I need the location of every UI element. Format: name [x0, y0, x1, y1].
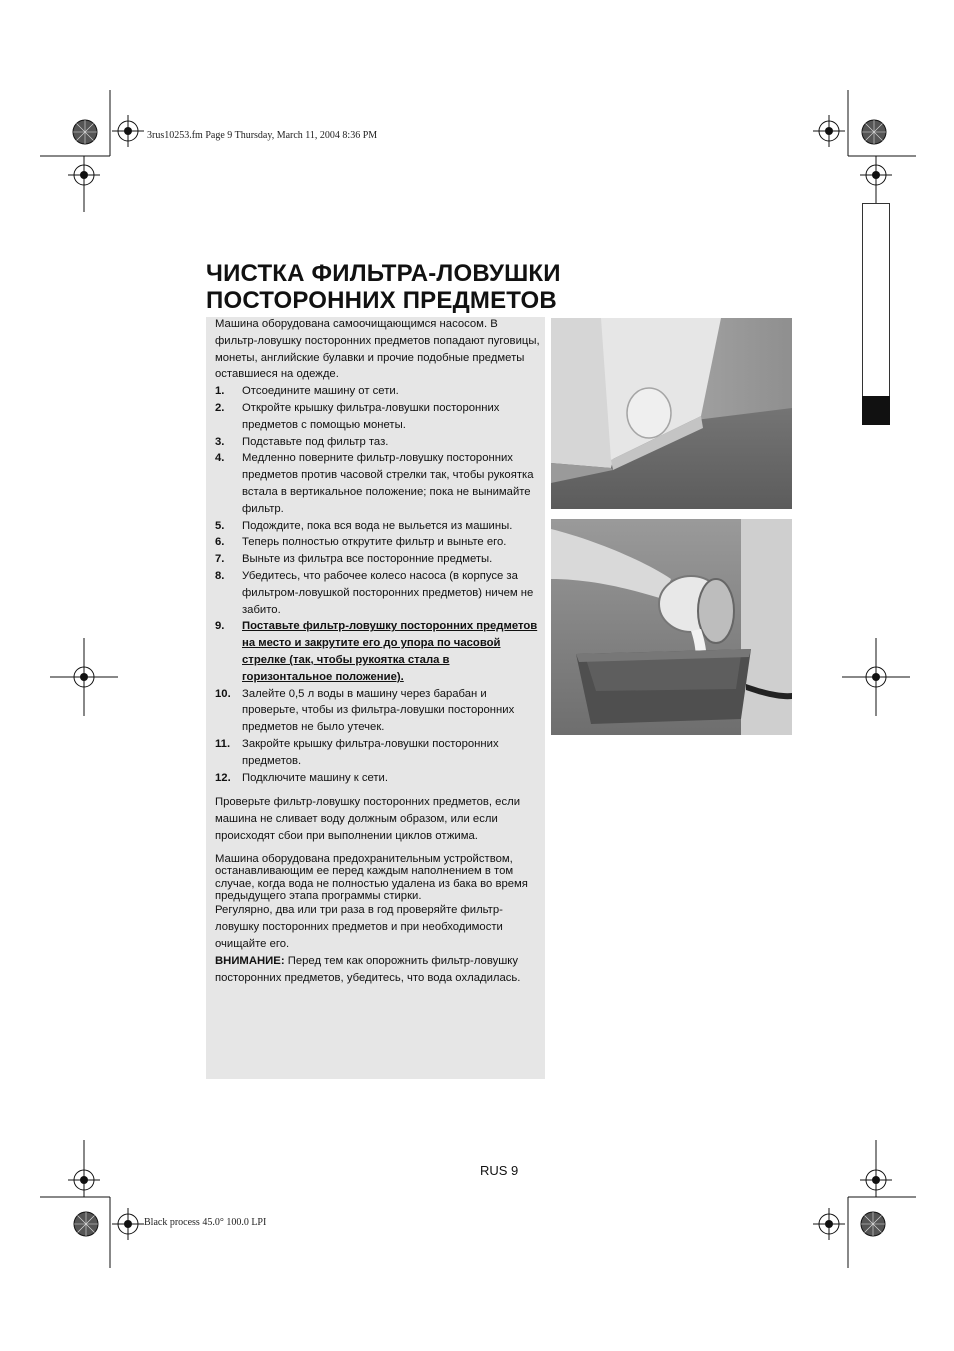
safety-paragraph: Машина оборудована предохранительным устройством, останавливающим ее перед каждым наполнением в том случае, когда вода не полностью удалена из бака во время предыдущего этапа программы стирки. — [215, 852, 528, 902]
step-number: 12. — [215, 771, 231, 784]
steps-list — [215, 383, 541, 786]
step-text: Подставьте под фильтр таз. — [242, 435, 389, 448]
step-item-emphasized — [215, 618, 541, 685]
step-item — [215, 568, 541, 618]
regular-paragraph: Регулярно, два или три раза в год проверяйте фильтр-ловушку посторонних предметов и при необходимости очищайте его. — [215, 904, 503, 950]
title-line-1: ЧИСТКА ФИЛЬТРА-ЛОВУШКИ — [206, 260, 561, 287]
step-number: 9. — [215, 620, 225, 633]
step-text: Медленно поверните фильтр-ловушку посторонних предметов против часовой стрелки так, чтобы рукоятка встала в вертикальное положение; пока не вынимайте фильтр. — [242, 452, 534, 515]
step-item — [215, 518, 541, 535]
title-line-2: ПОСТОРОННИХ ПРЕДМЕТОВ — [206, 287, 557, 314]
step-item — [215, 400, 541, 434]
step-number: 2. — [215, 401, 225, 414]
section-tab-marker — [862, 396, 890, 425]
step-number: 3. — [215, 435, 225, 448]
step-item — [215, 686, 541, 736]
step-text: Отсоедините машину от сети. — [242, 385, 399, 398]
step-number: 8. — [215, 569, 225, 582]
step-number: 11. — [215, 737, 231, 750]
warning-paragraph — [215, 953, 541, 987]
step-item — [215, 736, 541, 770]
step-item — [215, 551, 541, 568]
intro-paragraph: Машина оборудована самоочищающимся насосом. В фильтр-ловушку посторонних предметов попадают пуговицы, монеты, английские булавки и прочие подобные предметы оставшиеся на одежде. — [215, 318, 540, 381]
step-text: Залейте 0,5 л воды в машину через барабан и проверьте, чтобы из фильтра-ловушки посторонних предметов не было утечек. — [242, 687, 515, 734]
print-footer: Black process 45.0° 100.0 LPI — [144, 1217, 267, 1228]
step-text: Подождите, пока вся вода не выльется из машины. — [242, 519, 513, 532]
washing-machine-filter-photo — [551, 318, 792, 509]
step-item — [215, 383, 541, 400]
step-text: Поставьте фильтр-ловушку посторонних предметов на место и закрутите его до упора по часовой стрелке (так, чтобы рукоятка стала в горизонтальное положение). — [242, 620, 538, 683]
instruction-content — [215, 316, 541, 986]
step-number: 4. — [215, 452, 225, 465]
step-item — [215, 450, 541, 517]
check-paragraph: Проверьте фильтр-ловушку посторонних предметов, если машина не сливает воду должным образом, или если происходят сбои при выполнении циклов отжима. — [215, 796, 520, 842]
step-text: Теперь полностью открутите фильтр и выньте его. — [242, 536, 507, 549]
page-title — [206, 260, 561, 314]
step-item — [215, 770, 541, 787]
step-text: Убедитесь, что рабочее колесо насоса (в корпусе за фильтром-ловушкой посторонних предметов) ничем не забито. — [242, 569, 534, 616]
section-tab — [862, 203, 890, 425]
warning-label: ВНИМАНИЕ: — [215, 954, 285, 967]
step-text: Откройте крышку фильтра-ловушки посторонних предметов с помощью монеты. — [242, 401, 500, 431]
step-number: 1. — [215, 385, 225, 398]
step-number: 5. — [215, 519, 225, 532]
print-header: 3rus10253.fm Page 9 Thursday, March 11, 2004 8:36 PM — [147, 130, 378, 141]
step-text: Выньте из фильтра все посторонние предметы. — [242, 553, 493, 566]
step-number: 7. — [215, 553, 225, 566]
step-item — [215, 534, 541, 551]
page-number: RUS 9 — [480, 1163, 519, 1178]
step-item — [215, 434, 541, 451]
step-text: Закройте крышку фильтра-ловушки посторонних предметов. — [242, 737, 499, 767]
step-text: Подключите машину к сети. — [242, 771, 389, 784]
step-number: 6. — [215, 536, 225, 549]
warning-text: Перед тем как опорожнить фильтр-ловушку посторонних предметов, убедитесь, что вода охладилась. — [215, 954, 521, 984]
step-number: 10. — [215, 687, 231, 700]
filter-removal-photo — [551, 519, 792, 735]
